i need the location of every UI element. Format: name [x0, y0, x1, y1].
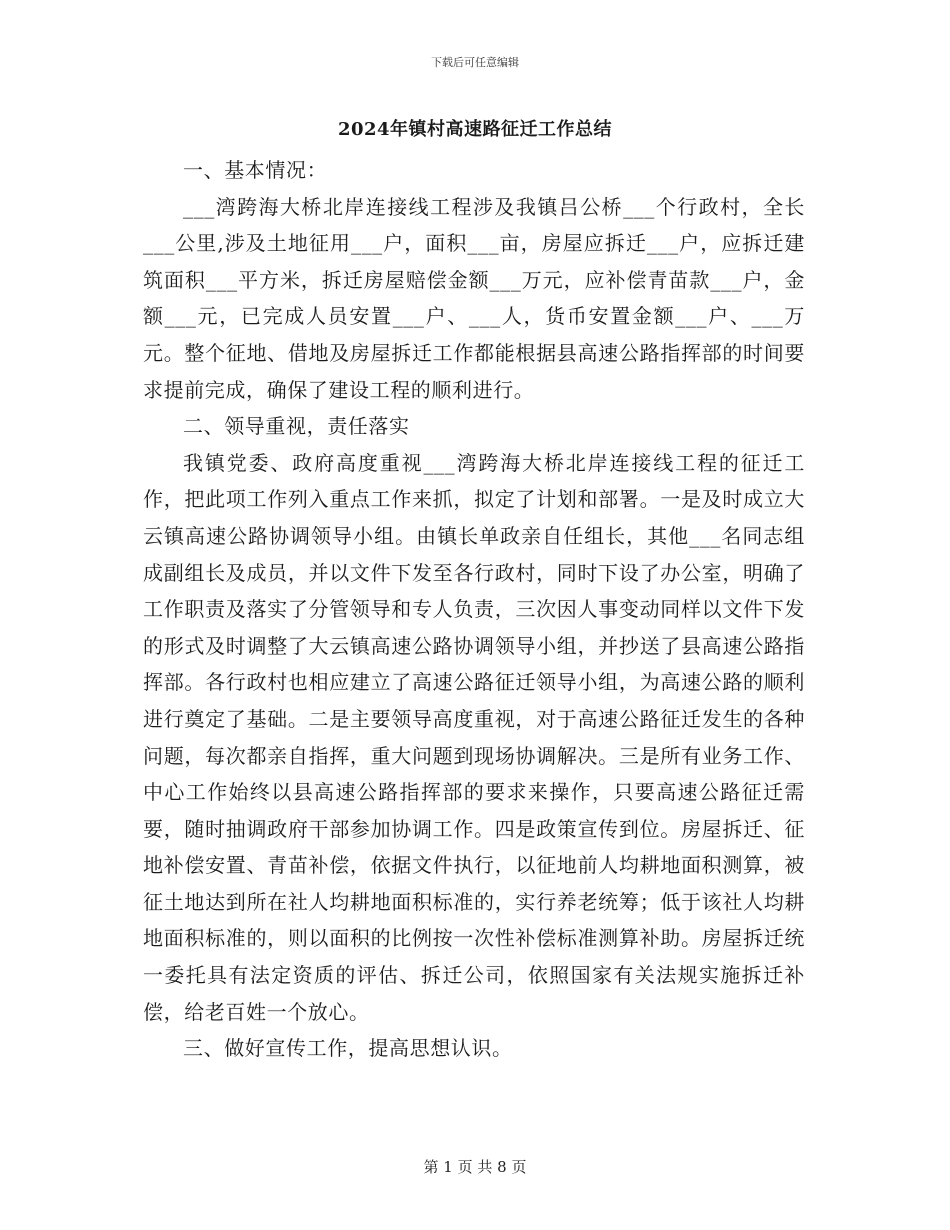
paragraph: 我镇党委、政府高度重视___湾跨海大桥北岸连接线工程的征迁工作，把此项工作列入重点工作来抓，拟定了计划和部署。一是及时成立大云镇高速公路协调领导小组。由镇长单政亲自任组长，其他___名同志组成副组长及成员，并以文件下发至各行政村，同时下设了办公室，明确了工作职责及落实了分管领导和专人负责，三次因人事变动同样以文件下发的形式及时调整了大云镇高速公路协调领导小组，并抄送了县高速公路指挥部。各行政村也相应建立了高速公路征迁领导小组，为高速公路的顺利进行奠定了基础。二是主要领导高度重视，对于高速公路征迁发生的各种问题，每次都亲自指挥，重大问题到现场协调解决。三是所有业务工作、中心工作始终以县高速公路指挥部的要求来操作，只要高速公路征迁需要，随时抽调政府干部参加协调工作。四是政策宣传到位。房屋拆迁、征地补偿安置、青苗补偿，依据文件执行，以征地前人均耕地面积测算，被征土地达到所在社人均耕地面积标准的，实行养老统筹；低于该社人均耕地面积标准的，则以面积的比例按一次性补偿标准测算补助。房屋拆迁统一委托具有法定资质的评估、拆迁公司，依照国家有关法规实施拆迁补偿，给老百姓一个放心。	[143, 450, 805, 1024]
document-body	[143, 152, 805, 1067]
header-note: 下载后可任意编辑	[431, 56, 519, 69]
section-heading: 三、做好宣传工作，提高思想认识。	[183, 1036, 513, 1061]
document-title: 2024年镇村高速路征迁工作总结	[337, 119, 613, 140]
page-number: 第 1 页 共 8 页	[423, 1158, 527, 1176]
paragraph: ___湾跨海大桥北岸连接线工程涉及我镇吕公桥___个行政村，全长___公里,涉及土地征用___户，面积___亩，房屋应拆迁___户，应拆迁建筑面积___平方米，拆迁房屋赔偿金额___万元，应补偿青苗款___户，金额___元，已完成人员安置___户、___人，货币安置金额___户、___万元。整个征地、借地及房屋拆迁工作都能根据县高速公路指挥部的时间要求提前完成，确保了建设工程的顺利进行。	[143, 194, 805, 402]
section-heading: 二、领导重视，责任落实	[183, 414, 410, 439]
section-heading: 一、基本情况：	[183, 158, 328, 182]
